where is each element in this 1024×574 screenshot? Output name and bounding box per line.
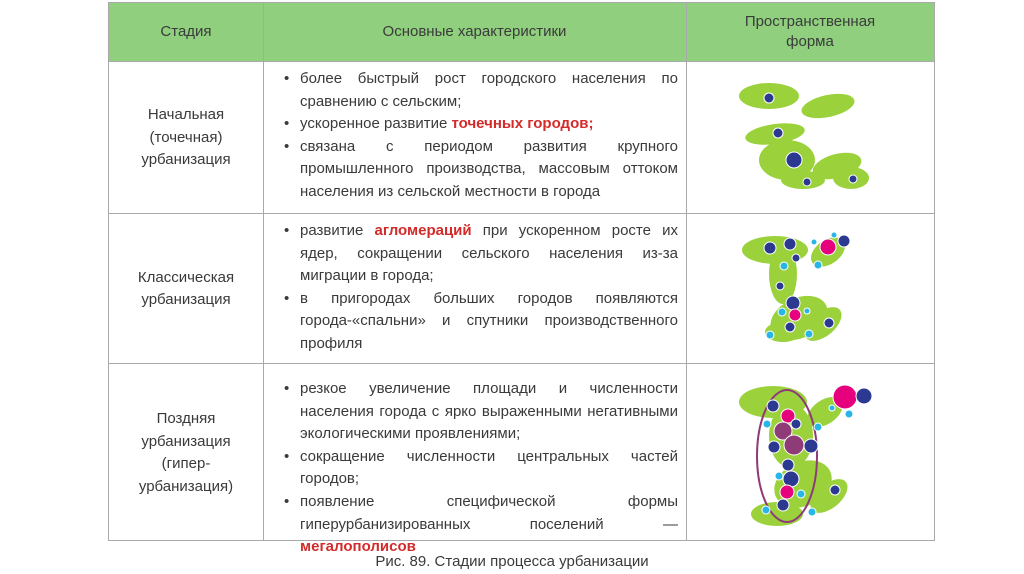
list-item: • резкое увеличение площади и численности населения города с ярко выраженными негативными экологическими проявлениями; xyxy=(278,378,678,446)
megalopolis-diagram xyxy=(687,364,935,542)
stage-label: Начальная (точечная) урбанизация xyxy=(141,106,231,169)
agglomeration-diagram xyxy=(687,214,935,364)
figure-caption: Рис. 89. Стадии процесса урбанизации xyxy=(375,553,649,570)
point-urbanization-diagram xyxy=(687,62,935,214)
header-stage: Стадия xyxy=(160,23,212,40)
list-item: • более быстрый рост городского населения по сравнению с сельским; xyxy=(278,68,678,113)
list-item: • сокращение численности центральных частей городов; xyxy=(278,446,678,491)
header-spatial-form: Пространственная форма xyxy=(744,13,876,50)
characteristics-list xyxy=(278,378,678,559)
list-item: • развитие агломераций при ускоренном росте их ядер, сокращении сельского населения из-за миграции в города; xyxy=(278,220,678,288)
table-row-initial xyxy=(109,61,934,214)
list-item: • ускоренное развитие точечных городов; xyxy=(278,113,678,136)
table-row-classic xyxy=(109,213,934,364)
characteristics-list xyxy=(278,220,678,356)
list-item: • появление специфической формы гиперурбанизированных поселений — мегалополисов xyxy=(278,491,678,559)
stage-label: Поздняя урбанизация (гипер-урбанизация) xyxy=(138,410,234,495)
list-item: • в пригородах больших городов появляются города-«спальни» и спутники производственного профиля xyxy=(278,288,678,356)
stage-label: Классическая урбанизация xyxy=(137,268,235,308)
list-item: • связана с периодом развития крупного промышленного производства, массовым оттоком населения из сельской местности в города xyxy=(278,136,678,204)
settlement-areas xyxy=(739,83,869,189)
characteristics-list xyxy=(278,68,678,204)
urbanization-table xyxy=(108,2,935,556)
table-row-late xyxy=(109,363,934,556)
header-characteristics: Основные характеристики xyxy=(382,23,567,40)
table-header xyxy=(109,3,934,61)
